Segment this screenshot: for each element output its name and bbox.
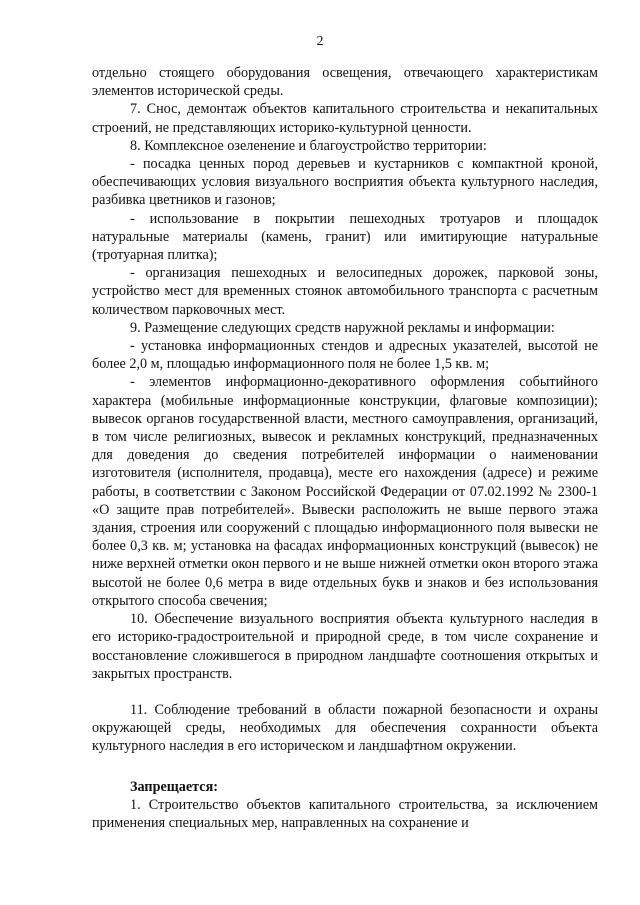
paragraph-item-8-paths: - организация пешеходных и велосипедных дорожек, парковой зоны, устройство мест для временных стоянок автомобильного транспорта с расчетным количеством парковочных мест.: [92, 265, 598, 318]
paragraph-item-8-planting: - посадка ценных пород деревьев и кустарников с компактной кроной, обеспечивающих условия визуального восприятия объекта культурного наследия, разбивка цветников и газонов;: [92, 156, 598, 209]
page-number: 2: [316, 34, 324, 49]
paragraph-item-10: 10. Обеспечение визуального восприятия объекта культурного наследия в его историко-градостроительной и природной среде, в том числе сохранение и восстановление сложившегося в природном ландшафте соотношения открытых и закрытых пространств.: [92, 611, 598, 682]
section-heading: Запрещается:: [130, 778, 218, 795]
paragraph-item-9-signage: - элементов информационно-декоративного оформления событийного характера (мобильные информационные конструкции, флаговые композиции); вывесок органов государственной власти, местного самоуправления, организаций, в том числе религиозных, вывесок и рекламных конструкций, предназначенных для доведения до сведения потребителей информации о наименовании изготовителя (исполнителя, продавца), месте его нахождения (адресе) и режиме работы, в соответствии с Законом Российской Федерации от 07.02.1992 № 2300-1 «О защите прав потребителей». Вывески расположить не выше первого этажа здания, строения или сооружений с площадью информационного поля вывески не более 0,3 кв. м; установка на фасадах информационных конструкций (вывесок) не ниже верхней отметки окон первого и не выше нижней отметки окон второго этажа высотой не более 0,6 метра в виде отдельных букв и знаков и без использования открытого способа свечения;: [92, 374, 598, 609]
paragraph-continuation: отдельно стоящего оборудования освещения, отвечающего характеристикам элементов исторической среды.: [92, 65, 598, 100]
paragraph-item-8: 8. Комплексное озеленение и благоустройство территории:: [130, 137, 487, 154]
document-body: [92, 64, 598, 832]
paragraph-item-11: 11. Соблюдение требований в области пожарной безопасности и охраны окружающей среды, необходимых для обеспечения сохранности объекта культурного наследия в его историческом и ландшафтном окружении.: [92, 701, 598, 755]
paragraph-prohibited-1: 1. Строительство объектов капитального строительства, за исключением применения специальных мер, направленных на сохранение и: [92, 796, 598, 831]
paragraph-item-9: 9. Размещение следующих средств наружной рекламы и информации:: [130, 319, 555, 336]
paragraph-item-7: 7. Снос, демонтаж объектов капитального строительства и некапитальных строений, не представляющих историко-культурной ценности.: [92, 101, 598, 136]
paragraph-item-8-paving: - использование в покрытии пешеходных тротуаров и площадок натуральные материалы (камень, гранит) или имитирующие натуральные (тротуарная плитка);: [92, 210, 598, 264]
paragraph-item-9-stands: - установка информационных стендов и адресных указателей, высотой не более 2,0 м, площадью информационного поля не более 1,5 кв. м;: [92, 338, 598, 373]
